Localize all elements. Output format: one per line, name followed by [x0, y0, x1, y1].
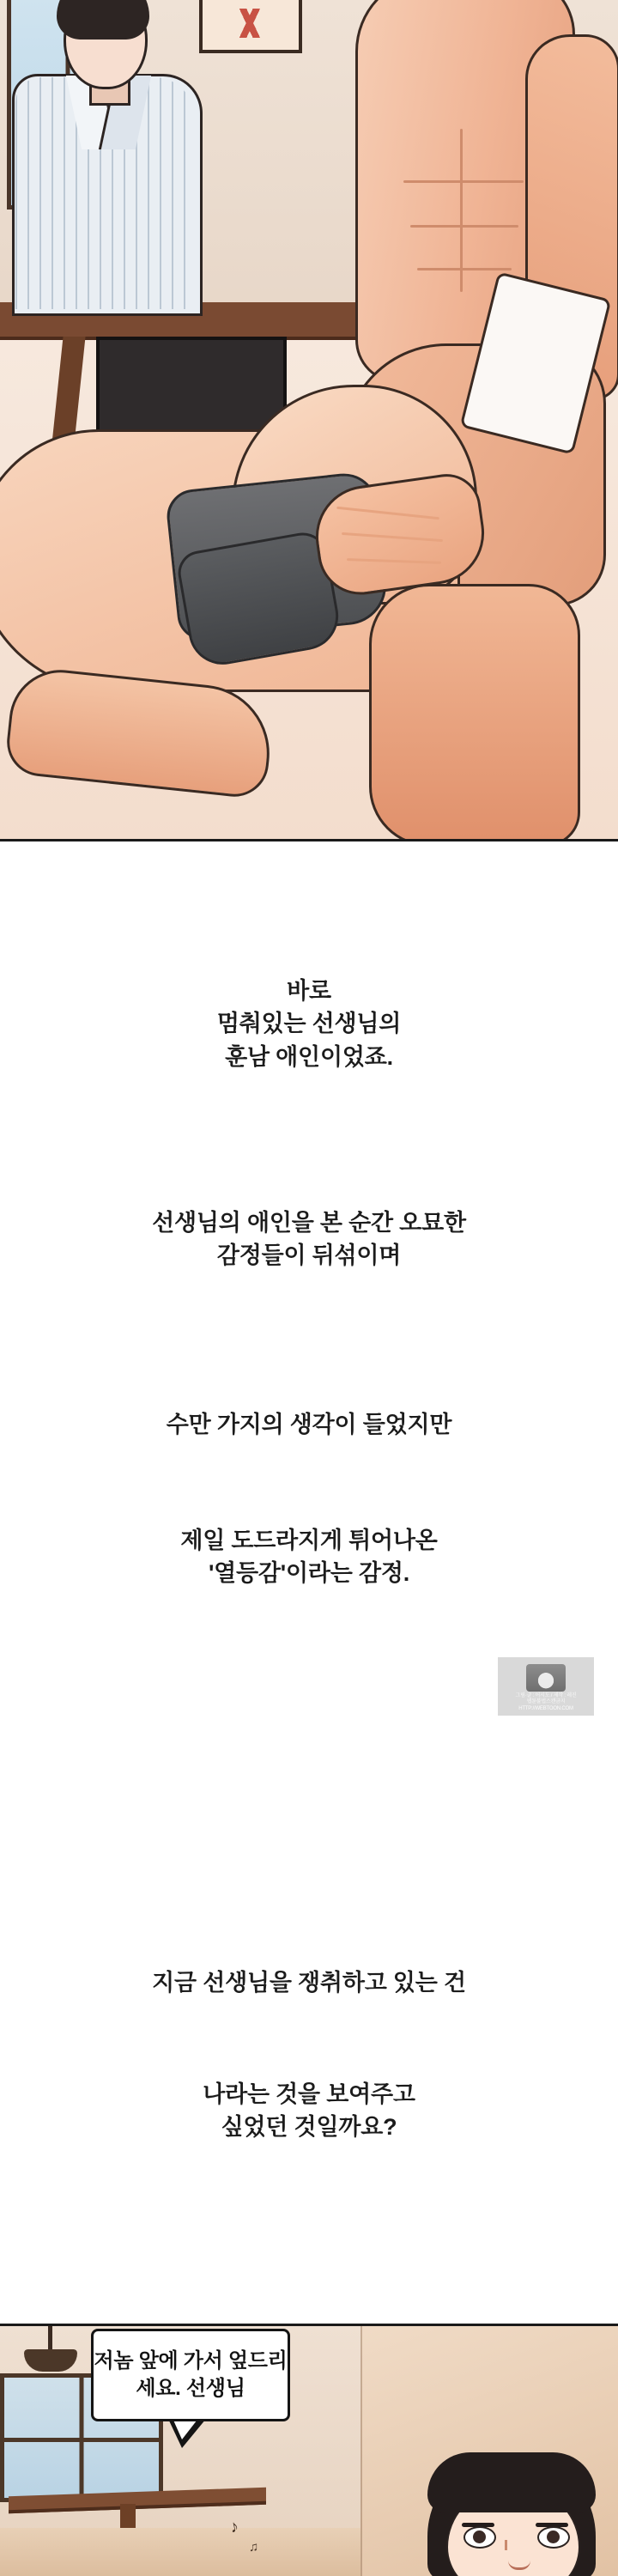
watermark-line-3: HTTP://WEBTOON.COM: [518, 1705, 573, 1711]
speech-line: 저놈 앞에 가서: [94, 2348, 223, 2372]
seated-man-hair: [57, 0, 149, 39]
panel-top-artwork: [0, 0, 618, 841]
narration-block-1: [0, 975, 618, 1073]
music-note-small-icon: ♫: [249, 2540, 259, 2555]
narration-block-5: [0, 1966, 618, 1999]
poster-calligraphy: [213, 9, 290, 38]
narration-block-6: [0, 2078, 618, 2144]
narration-line: 멈춰있는 선생님의: [216, 1011, 402, 1037]
narration-block-4: [0, 1524, 618, 1590]
girl-bangs: [427, 2452, 596, 2512]
music-note-icon: ♪: [227, 2517, 241, 2537]
narration-line: 선생님의 애인을 본 순간 오묘한: [152, 1210, 466, 1236]
narration-block-3: [0, 1408, 618, 1441]
narration-line: 감정들이 뒤섞이며: [216, 1242, 402, 1269]
narration-block-2: [0, 1206, 618, 1273]
narration-line: '열등감'이라는 감정.: [208, 1560, 410, 1587]
narration-line: 나라는 것을 보여주고: [203, 2081, 415, 2107]
girl-nose: [505, 2540, 507, 2550]
watermark: [498, 1657, 594, 1716]
girl-eye-left: [464, 2526, 496, 2549]
watermark-line-2: 웹툰불법스캔금지: [526, 1699, 566, 1704]
wall-poster: [199, 0, 302, 53]
girl-pupil-left: [473, 2530, 486, 2543]
speech-line: 엎드리세요.: [136, 2348, 288, 2400]
narration-line: 지금 선생님을 쟁취하고 있는 건: [152, 1970, 466, 1996]
narration-line: 수만 가지의 생각이 들었지만: [166, 1412, 452, 1437]
watermark-logo-icon: [526, 1664, 566, 1692]
speech-line: 선생님: [185, 2377, 245, 2400]
bottom-panel-top-border: [0, 2324, 618, 2326]
torso-muscle-line-2: [410, 225, 518, 228]
narration-line: 싶었던 것일까요?: [221, 2114, 397, 2141]
lamp-pole: [48, 2324, 52, 2353]
narration-line: 훈남 애인이었죠.: [225, 1043, 393, 1070]
torso-muscle-line-1: [403, 180, 524, 183]
lamp-shade: [24, 2349, 77, 2372]
woman-leg-back: [369, 584, 580, 841]
torso-muscle-line-3: [417, 268, 512, 270]
speech-bubble-text: [94, 2348, 288, 2403]
narration-line: 바로: [287, 978, 331, 1004]
speech-bubble-dialogue: [91, 2329, 290, 2421]
panel-bottom-border: [0, 839, 618, 841]
girl-eye-right: [537, 2526, 570, 2549]
torso-center-line: [460, 129, 463, 292]
girl-pupil-right: [547, 2530, 560, 2543]
watermark-line-1: 그림·글 : 어시도 / 제작 : 레진: [515, 1692, 577, 1698]
narration-line: 제일 도드라지게 튀어나온: [180, 1528, 438, 1553]
